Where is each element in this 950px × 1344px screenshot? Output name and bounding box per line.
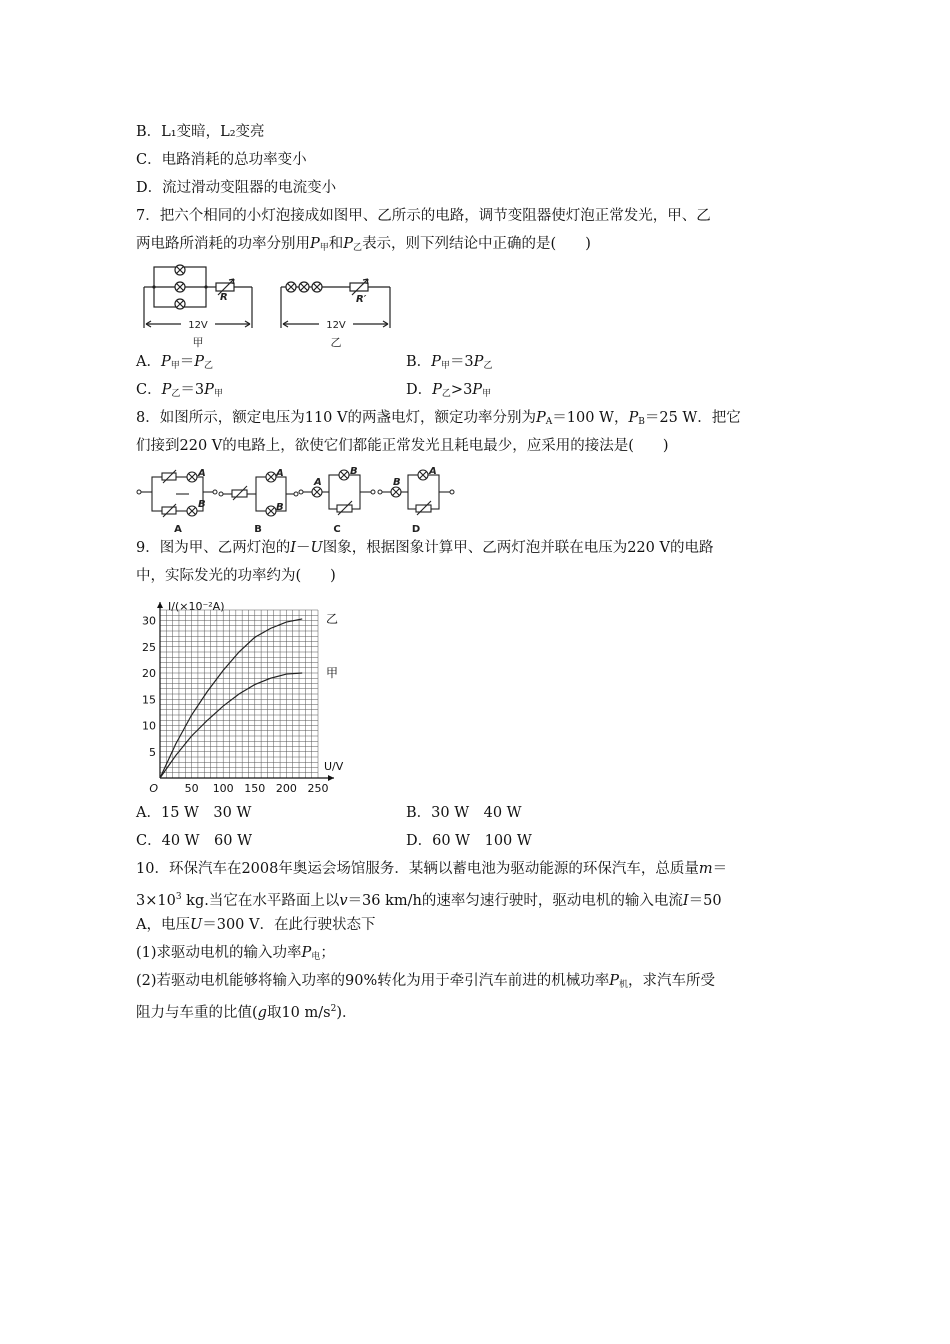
- y-tick-label: 25: [142, 640, 156, 654]
- q8-fig-label-a: A: [174, 524, 182, 535]
- q7-option-d: D．$P_乙>3P_甲$: [406, 382, 492, 399]
- q7-yi-voltage: 12V: [326, 320, 346, 331]
- q6-option-c: C．电路消耗的总功率变小: [136, 152, 307, 168]
- q8-stem-line1: 8．如图所示，额定电压为110 V的两盏电灯，额定功率分别为$P_A=100$ W，$P_B=25$ W．把它: [136, 410, 741, 427]
- q8-a-lamp-a: A: [198, 468, 206, 479]
- q8-fig-label-b: B: [254, 524, 262, 535]
- chart-axes: [157, 602, 334, 781]
- q8-d-lamp-a: A: [429, 466, 437, 477]
- q7-jia-resistor-label: R: [220, 292, 228, 303]
- x-tick-label: 250: [307, 782, 329, 795]
- q8-fig-label-c: C: [333, 524, 341, 535]
- q9-iu-chart: [132, 594, 352, 802]
- y-tick-label: 30: [142, 614, 156, 628]
- q7-jia-voltage: 12V: [188, 320, 208, 331]
- q6-option-b: B．L₁变暗，L₂变亮: [136, 124, 265, 140]
- q7-circuit-figures: [136, 262, 406, 350]
- y-tick-label: 10: [142, 719, 156, 733]
- q9-option-a: A．15 W 30 W: [136, 805, 252, 821]
- y-tick-label: 5: [149, 745, 156, 759]
- y-tick-label: 15: [142, 693, 156, 707]
- y-tick-label: 20: [142, 667, 156, 680]
- origin-label: O: [149, 782, 158, 795]
- q6-option-d: D．流过滑动变阻器的电流变小: [136, 180, 337, 196]
- q7-option-a: A．$P_甲=P_乙$: [136, 354, 214, 371]
- q8-b-lamp-b: B: [276, 502, 284, 513]
- series-label-yi: 乙: [326, 611, 339, 626]
- q10-sub2-line2: 阻力与车重的比值(g取10 $m/s^2$)．: [136, 1004, 357, 1021]
- chart-labels: [142, 600, 344, 795]
- q7-jia-caption: 甲: [192, 336, 204, 349]
- x-tick-label: 100: [212, 782, 234, 795]
- x-axis-arrow: [328, 775, 334, 781]
- q9-option-b: B．30 W 40 W: [406, 805, 522, 821]
- q7-stem-line2: 两电路所消耗的功率分别用$P_甲$和$P_乙$表示，则下列结论中正确的是( ): [136, 236, 591, 253]
- q7-option-c: C．$P_乙=3P_甲$: [136, 382, 223, 399]
- q8-circuit-c: [301, 470, 373, 515]
- q8-b-lamp-a: A: [276, 468, 284, 479]
- chart-series: [160, 619, 302, 778]
- q8-c-lamp-a: A: [314, 477, 322, 488]
- x-axis-label: U/V: [324, 760, 344, 773]
- q8-circuit-figures: [136, 462, 466, 538]
- q8-c-lamp-b: B: [350, 466, 358, 477]
- x-tick-label: 200: [275, 782, 297, 795]
- q8-circuit-d: [380, 470, 452, 515]
- q8-stem-line2: 们接到220 V的电路上，欲使它们都能正常发光且耗电最少，应采用的接法是( ): [136, 438, 669, 454]
- y-axis-label: I/(×10⁻²A): [168, 600, 225, 613]
- q7-option-b: B．$P_甲=3P_乙$: [406, 354, 493, 371]
- x-tick-label: 150: [244, 782, 266, 795]
- y-axis-arrow: [157, 602, 163, 608]
- q8-d-lamp-b: B: [393, 477, 401, 488]
- q8-circuit-b: [221, 472, 296, 516]
- q7-yi-resistor-label: R′: [356, 294, 367, 305]
- q9-stem-line2: 中，实际发光的功率约为( ): [136, 568, 336, 584]
- q8-fig-label-d: D: [411, 524, 421, 535]
- q10-sub1: (1)求驱动电机的输入功率$P_电$；: [136, 945, 335, 962]
- q9-option-d: D．60 W 100 W: [406, 833, 532, 849]
- x-tick-label: 50: [184, 782, 199, 795]
- q10-sub2-line1: (2)若驱动电机能够将输入功率的90%转化为用于牵引汽车前进的机械功率$P_机$，求汽车所受: [136, 973, 716, 990]
- q10-stem-line2: $3\times 10^3$ kg.当它在水平路面上以v＝36 km/h的速率匀速行驶时，驱动电机的输入电流I＝50: [136, 892, 722, 909]
- q7-stem-line1: 7．把六个相同的小灯泡接成如图甲、乙所示的电路，调节变阻器使灯泡正常发光，甲、乙: [136, 208, 711, 224]
- series-line-yi: [160, 619, 302, 778]
- q8-a-lamp-b: B: [198, 499, 206, 510]
- q10-stem-line3: A，电压U＝300 V．在此行驶状态下: [136, 917, 376, 933]
- q9-stem-line1: 9．图为甲、乙两灯泡的I－U图象，根据图象计算甲、乙两灯泡并联在电压为220 V的电路: [136, 540, 714, 556]
- series-label-jia: 甲: [326, 666, 339, 680]
- q7-yi-caption: 乙: [330, 336, 342, 349]
- q10-stem-line1: 10．环保汽车在2008年奥运会场馆服务．某辆以蓄电池为驱动能源的环保汽车，总质量m＝: [136, 861, 728, 877]
- q7-circuit-jia: [144, 265, 252, 328]
- q9-option-c: C．40 W 60 W: [136, 833, 253, 849]
